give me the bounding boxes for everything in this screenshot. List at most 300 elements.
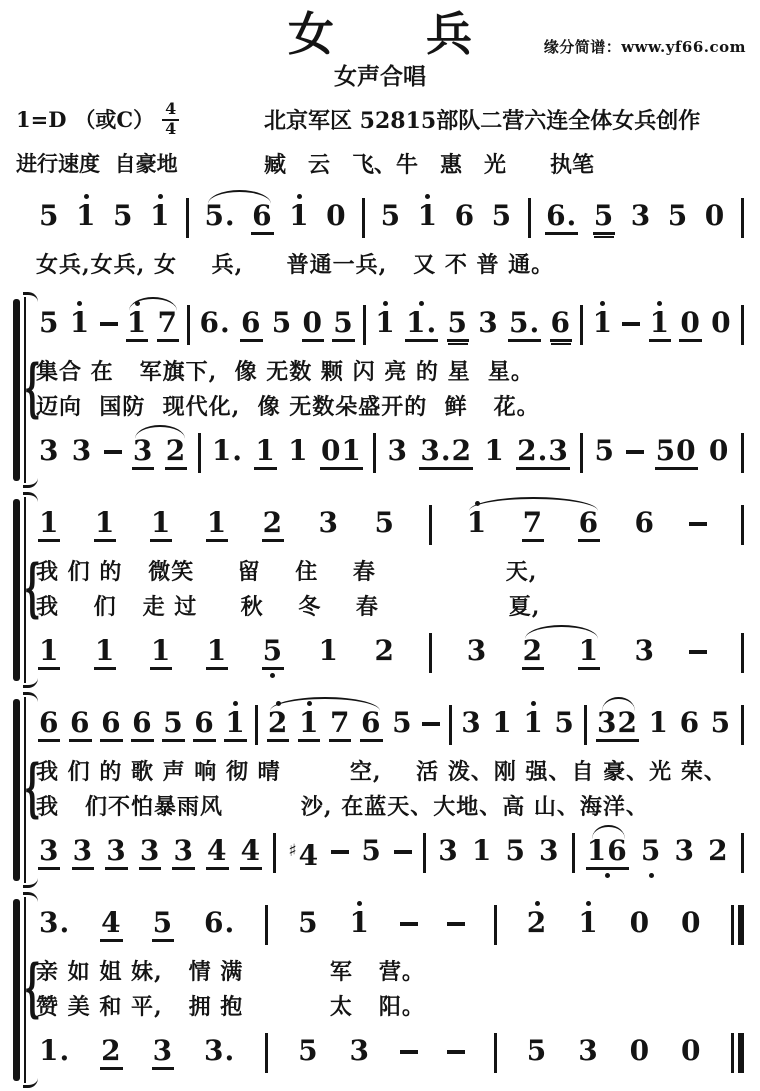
note-number: 3.2 bbox=[419, 434, 473, 470]
octave-dot-above bbox=[400, 697, 405, 706]
octave-dot-above bbox=[475, 625, 480, 634]
octave-dot-above bbox=[382, 625, 387, 634]
note-number: 50 bbox=[655, 434, 698, 470]
octave-dot-above bbox=[688, 297, 693, 306]
octave-dot-below bbox=[535, 1070, 540, 1083]
octave-dot-above bbox=[109, 897, 114, 906]
octave-dot-below bbox=[541, 470, 546, 483]
note-number: 2 bbox=[262, 506, 284, 542]
note bbox=[150, 625, 172, 683]
note bbox=[629, 1025, 651, 1083]
duration-dash bbox=[100, 322, 118, 326]
duration-dash bbox=[422, 722, 440, 726]
note-number: 3. bbox=[204, 1034, 236, 1067]
octave-dot-below bbox=[173, 470, 178, 483]
note-number: 6 bbox=[578, 506, 600, 542]
octave-dot-below bbox=[181, 870, 186, 883]
octave-dot-above bbox=[78, 697, 83, 706]
barline bbox=[429, 505, 432, 545]
octave-dot-below bbox=[114, 870, 119, 883]
octave-dot-above bbox=[687, 697, 692, 706]
octave-dot-below bbox=[674, 470, 679, 483]
octave-dot-below bbox=[480, 870, 485, 883]
octave-dot-below bbox=[80, 870, 85, 883]
note-number: 3 bbox=[438, 834, 459, 867]
duration-dash bbox=[400, 922, 418, 926]
note bbox=[491, 190, 513, 248]
final-barline-thick bbox=[738, 905, 744, 945]
note-number: 1 bbox=[150, 506, 172, 542]
note-number: 5 bbox=[505, 834, 526, 867]
note-number: 1 bbox=[149, 199, 171, 232]
octave-dot-below bbox=[80, 470, 85, 483]
time-signature-denominator: 4 bbox=[165, 118, 177, 138]
notation-line bbox=[36, 897, 746, 955]
note-number: 0 bbox=[681, 906, 702, 939]
octave-dot-below bbox=[103, 542, 108, 555]
octave-dot-above bbox=[492, 425, 497, 434]
octave-dot-below bbox=[159, 670, 164, 683]
note-number: 3 bbox=[132, 434, 154, 470]
note-number: 1 bbox=[592, 306, 614, 339]
note bbox=[387, 425, 409, 483]
octave-dot-above bbox=[47, 497, 52, 506]
octave-dot-above bbox=[47, 425, 52, 434]
octave-dot-below bbox=[586, 542, 591, 555]
octave-dot-above bbox=[341, 297, 346, 306]
note bbox=[477, 297, 499, 355]
note-number: 16 bbox=[586, 834, 629, 870]
octave-dot-below bbox=[718, 742, 723, 755]
ensemble-subtitle: 女声合唱 bbox=[334, 63, 426, 90]
octave-dot-below bbox=[52, 942, 57, 955]
note bbox=[75, 190, 97, 248]
octave-dot-above bbox=[249, 297, 254, 306]
octave-dot-above bbox=[77, 297, 82, 306]
score bbox=[0, 180, 760, 1083]
note-number: 6. bbox=[545, 199, 578, 235]
octave-dot-above bbox=[642, 497, 647, 506]
note bbox=[680, 897, 702, 955]
note bbox=[471, 825, 493, 883]
note-number: 1 bbox=[375, 306, 396, 339]
note-number: 5 bbox=[392, 706, 413, 739]
octave-dot-below bbox=[446, 870, 451, 883]
note-number: 1 bbox=[206, 634, 228, 670]
note bbox=[710, 697, 732, 755]
octave-dot-below bbox=[656, 742, 661, 755]
barline bbox=[494, 905, 497, 945]
note bbox=[522, 697, 544, 755]
octave-dot-below bbox=[712, 235, 717, 248]
duration-dash bbox=[622, 322, 640, 326]
duration-dash bbox=[689, 522, 707, 526]
note-number: 1 bbox=[578, 634, 600, 670]
note-number: 1 bbox=[38, 634, 60, 670]
note-number: 5 bbox=[447, 306, 469, 342]
octave-dot-above bbox=[158, 190, 163, 199]
note bbox=[206, 497, 228, 555]
sharp-icon: ♯ bbox=[288, 841, 298, 861]
octave-dot-above bbox=[602, 425, 607, 434]
octave-dot-below bbox=[334, 235, 339, 248]
octave-dot-above bbox=[383, 297, 388, 306]
octave-dot-below bbox=[78, 742, 83, 755]
note-number: 2 bbox=[708, 834, 729, 867]
barline bbox=[273, 833, 276, 873]
octave-dot-above bbox=[103, 497, 108, 506]
octave-dot-below bbox=[225, 470, 230, 483]
octave-dot-below bbox=[586, 1070, 591, 1083]
note bbox=[112, 190, 134, 248]
note bbox=[447, 297, 469, 355]
system-bracket bbox=[10, 297, 41, 483]
time-signature-numerator: 4 bbox=[162, 101, 179, 121]
octave-dot-above bbox=[676, 190, 681, 199]
note bbox=[72, 825, 94, 883]
octave-dot-below bbox=[605, 870, 610, 883]
octave-dot-above bbox=[213, 297, 218, 306]
note bbox=[655, 425, 698, 483]
octave-dot-above bbox=[202, 697, 207, 706]
final-barline-thick bbox=[738, 1033, 744, 1073]
octave-dot-above bbox=[109, 1025, 114, 1034]
note-number: 5 bbox=[361, 834, 382, 867]
octave-dot-above bbox=[559, 190, 564, 199]
note bbox=[287, 425, 309, 483]
note-number: 3 bbox=[674, 834, 695, 867]
note bbox=[633, 497, 655, 555]
time-signature bbox=[162, 98, 179, 138]
note-number: 0 bbox=[711, 306, 732, 339]
note bbox=[193, 697, 215, 755]
octave-dot-below bbox=[341, 342, 346, 355]
octave-dot-above bbox=[140, 697, 145, 706]
octave-dot-above bbox=[326, 497, 331, 506]
octave-dot-below bbox=[475, 542, 480, 555]
note bbox=[419, 425, 473, 483]
note-number: 0 bbox=[629, 1034, 651, 1067]
note-number: 1 bbox=[224, 706, 246, 742]
note bbox=[673, 825, 695, 883]
note bbox=[491, 697, 513, 755]
barline bbox=[572, 833, 575, 873]
octave-dot-below bbox=[296, 470, 301, 483]
barline bbox=[265, 905, 268, 945]
octave-dot-below bbox=[522, 342, 527, 355]
octave-dot-above bbox=[80, 825, 85, 834]
note-number: 1 bbox=[150, 634, 172, 670]
octave-dot-below bbox=[270, 542, 275, 555]
octave-dot-below bbox=[469, 742, 474, 755]
octave-dot-below bbox=[689, 942, 694, 955]
octave-dot-above bbox=[301, 825, 306, 834]
octave-dot-below bbox=[383, 342, 388, 355]
system-5 bbox=[10, 897, 746, 1083]
octave-dot-below bbox=[301, 870, 306, 883]
note-number: 1 bbox=[94, 506, 116, 542]
octave-dot-below bbox=[52, 1070, 57, 1083]
note bbox=[508, 297, 541, 355]
note-number: 1. bbox=[211, 434, 244, 467]
octave-dot-below bbox=[462, 235, 467, 248]
system-bracket bbox=[10, 497, 41, 683]
note bbox=[38, 897, 71, 955]
bracket-thick-bar bbox=[13, 499, 20, 681]
note-number: 6 bbox=[69, 706, 91, 742]
note bbox=[69, 297, 91, 355]
note bbox=[593, 190, 615, 248]
note bbox=[318, 497, 340, 555]
octave-dot-below bbox=[248, 870, 253, 883]
note-number: 6. bbox=[199, 306, 231, 339]
note-number: 5 bbox=[39, 306, 60, 339]
octave-dot-below bbox=[586, 942, 591, 955]
octave-dot-above bbox=[642, 625, 647, 634]
note-number: 01 bbox=[320, 434, 363, 470]
octave-dot-below bbox=[369, 742, 374, 755]
barline bbox=[741, 305, 744, 345]
octave-dot-above bbox=[357, 897, 362, 906]
octave-dot-below bbox=[382, 670, 387, 683]
octave-dot-below bbox=[280, 342, 285, 355]
octave-dot-above bbox=[586, 897, 591, 906]
note bbox=[380, 190, 402, 248]
note bbox=[206, 625, 228, 683]
octave-dot-below bbox=[419, 342, 424, 355]
note-number: 5. bbox=[508, 306, 541, 342]
octave-dot-below bbox=[77, 342, 82, 355]
final-barline-thin bbox=[731, 905, 734, 945]
octave-dot-below bbox=[689, 1070, 694, 1083]
octave-dot-below bbox=[642, 670, 647, 683]
note-number: 0 bbox=[629, 906, 651, 939]
octave-dot-above bbox=[225, 425, 230, 434]
note-number: 5 bbox=[526, 1034, 548, 1067]
octave-dot-above bbox=[296, 425, 301, 434]
system-bracket bbox=[10, 897, 41, 1083]
octave-dot-below bbox=[642, 542, 647, 555]
octave-dot-above bbox=[500, 697, 505, 706]
note-number: 6 bbox=[634, 506, 655, 539]
note bbox=[545, 190, 578, 248]
octave-dot-below bbox=[499, 235, 504, 248]
octave-dot-below bbox=[639, 235, 644, 248]
note-number: 2 bbox=[100, 1034, 122, 1070]
note bbox=[360, 825, 382, 883]
note bbox=[38, 190, 60, 248]
system-rows bbox=[36, 297, 746, 483]
duration-dash bbox=[394, 850, 412, 854]
note-number: 3 bbox=[39, 434, 60, 467]
octave-dot-above bbox=[547, 825, 552, 834]
note-number: 1 bbox=[75, 199, 97, 232]
octave-dot-above bbox=[649, 825, 654, 834]
note bbox=[633, 625, 655, 683]
note-number: 3. bbox=[39, 906, 71, 939]
note-number: 1 bbox=[471, 834, 493, 867]
note bbox=[38, 425, 60, 483]
note-number: 3 bbox=[72, 834, 94, 870]
octave-dot-above bbox=[47, 825, 52, 834]
octave-dot-below bbox=[637, 942, 642, 955]
octave-dot-below bbox=[297, 235, 302, 248]
octave-dot-below bbox=[637, 1070, 642, 1083]
duration-dash bbox=[331, 850, 349, 854]
octave-dot-above bbox=[600, 297, 605, 306]
note-number: 1 bbox=[298, 706, 320, 742]
dot bbox=[605, 873, 610, 878]
note bbox=[483, 425, 505, 483]
note-number: 3 bbox=[152, 1034, 174, 1070]
note-number: 2 bbox=[165, 434, 187, 470]
note bbox=[38, 1025, 71, 1083]
key-credit-row bbox=[0, 98, 760, 138]
note bbox=[332, 297, 354, 355]
lyric-line: 女兵,女兵, 女 兵, 普通一兵, 又 不 普 通。 bbox=[36, 252, 555, 278]
note bbox=[38, 697, 60, 755]
octave-dot-above bbox=[306, 897, 311, 906]
note-number: 5. bbox=[204, 199, 236, 232]
note-number: 2 bbox=[522, 634, 544, 670]
octave-dot-above bbox=[541, 425, 546, 434]
octave-dot-above bbox=[535, 897, 540, 906]
octave-dot-below bbox=[425, 235, 430, 248]
octave-dot-above bbox=[310, 297, 315, 306]
octave-dot-below bbox=[688, 342, 693, 355]
octave-dot-below bbox=[475, 670, 480, 683]
note-number: 6 bbox=[131, 706, 153, 742]
octave-dot-below bbox=[217, 1070, 222, 1083]
system-rows bbox=[36, 190, 746, 283]
octave-dot-below bbox=[47, 342, 52, 355]
barline bbox=[363, 305, 366, 345]
note-number: 3 bbox=[71, 434, 93, 467]
notation-line bbox=[36, 297, 746, 355]
octave-dot-above bbox=[637, 897, 642, 906]
note-number: 6 bbox=[550, 306, 572, 342]
note bbox=[516, 425, 570, 483]
note bbox=[592, 297, 614, 355]
note bbox=[417, 190, 439, 248]
note bbox=[297, 897, 319, 955]
note bbox=[131, 697, 153, 755]
octave-dot-below bbox=[310, 342, 315, 355]
verse-brace: { bbox=[24, 554, 41, 626]
note-number: 1 bbox=[318, 634, 340, 667]
octave-dot-below bbox=[215, 870, 220, 883]
octave-dot-above bbox=[382, 497, 387, 506]
note-number: 6. bbox=[204, 906, 236, 939]
octave-dot-below bbox=[148, 870, 153, 883]
note bbox=[679, 697, 701, 755]
note bbox=[302, 297, 324, 355]
barline bbox=[741, 705, 744, 745]
note-number: 0 bbox=[326, 199, 347, 232]
note bbox=[262, 497, 284, 555]
note-number: 1 bbox=[417, 199, 439, 232]
duration-dash bbox=[447, 922, 465, 926]
lyric-line: 集合 在 军旗下, 像 无数 颗 闪 亮 的 星 星。 bbox=[36, 359, 534, 385]
note bbox=[262, 625, 284, 683]
note bbox=[100, 897, 122, 955]
octave-dot-below bbox=[382, 542, 387, 555]
barline bbox=[741, 633, 744, 673]
final-barline bbox=[731, 1033, 744, 1073]
octave-dot-below bbox=[388, 235, 393, 248]
octave-dot-below bbox=[214, 542, 219, 555]
octave-dot-below bbox=[47, 870, 52, 883]
note-number: 7 bbox=[522, 506, 544, 542]
octave-dot-below bbox=[400, 742, 405, 755]
note bbox=[38, 825, 60, 883]
key-alternative: （或C） bbox=[74, 107, 155, 132]
system-rows bbox=[36, 697, 746, 883]
octave-dot-above bbox=[84, 190, 89, 199]
octave-dot-below bbox=[339, 470, 344, 483]
notation-line bbox=[36, 825, 746, 883]
octave-dot-above bbox=[462, 190, 467, 199]
note bbox=[373, 497, 395, 555]
octave-dot-above bbox=[171, 697, 176, 706]
note-number: 5 bbox=[39, 199, 60, 232]
note-number: 5 bbox=[554, 706, 575, 739]
octave-dot-above bbox=[52, 897, 57, 906]
note-number: 5 bbox=[271, 306, 293, 339]
note-number: 5 bbox=[374, 506, 395, 539]
note bbox=[538, 825, 560, 883]
note bbox=[640, 825, 662, 883]
octave-dot-below bbox=[716, 870, 721, 883]
octave-dot-below bbox=[559, 235, 564, 248]
composer-credit: 北京军区 52815部队二营六连全体女兵创作 bbox=[264, 107, 701, 134]
note-number: 3 bbox=[38, 834, 60, 870]
octave-dot-above bbox=[717, 425, 722, 434]
note bbox=[710, 297, 732, 355]
note-number: 7 bbox=[329, 706, 351, 742]
note-number: 5 bbox=[491, 199, 513, 232]
octave-dot-below bbox=[213, 342, 218, 355]
barline bbox=[449, 705, 452, 745]
barline bbox=[429, 633, 432, 673]
note-number: 0 bbox=[704, 199, 726, 232]
octave-dot-below bbox=[513, 870, 518, 883]
octave-dot-below bbox=[357, 1070, 362, 1083]
note-number: 2 bbox=[526, 906, 548, 939]
note-number: 1 bbox=[289, 199, 310, 232]
note-number: 6 bbox=[38, 706, 60, 742]
octave-dot-above bbox=[562, 697, 567, 706]
note-number: 5 bbox=[593, 199, 615, 235]
note bbox=[240, 825, 262, 883]
system-rows bbox=[36, 897, 746, 1083]
octave-dot-below bbox=[109, 1070, 114, 1083]
note-number: 3 bbox=[387, 434, 409, 467]
octave-dot-above bbox=[656, 697, 661, 706]
note-number: 1 bbox=[484, 434, 505, 467]
note-number: 1 bbox=[94, 634, 116, 670]
octave-dot-above bbox=[388, 190, 393, 199]
note-number: 3 bbox=[466, 634, 488, 667]
note bbox=[288, 190, 310, 248]
octave-dot-above bbox=[52, 1025, 57, 1034]
barline bbox=[580, 433, 583, 473]
octave-dot-above bbox=[657, 297, 662, 306]
note bbox=[648, 697, 670, 755]
note-number: 6 bbox=[679, 706, 701, 739]
verse-brace: { bbox=[24, 354, 41, 426]
note-number: 3 bbox=[318, 506, 340, 539]
